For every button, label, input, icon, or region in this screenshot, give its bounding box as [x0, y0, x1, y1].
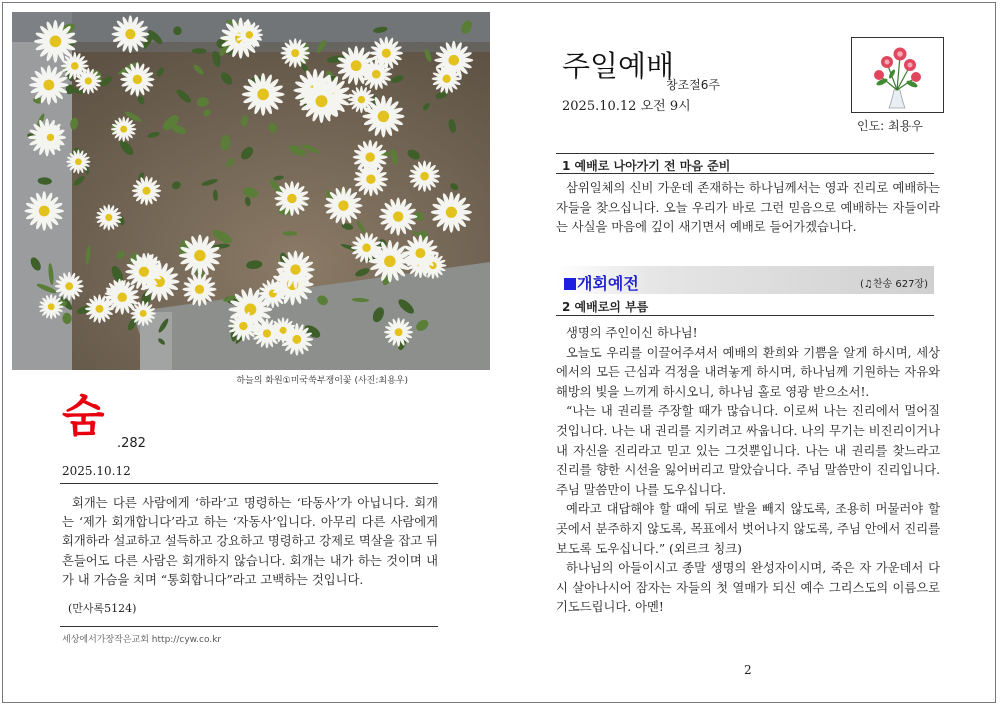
page-number: 2	[744, 663, 752, 677]
call-to-worship-text	[556, 324, 940, 618]
newsletter-date: 2025.10.12	[62, 464, 131, 478]
section-heading: 1 예배로 나아가기 전 마음 준비	[562, 159, 731, 173]
meditation-paragraph: 회개는 다른 사람에게 ‘하라’고 명령하는 ‘타동사’가 아닙니다. 회개는 ‘제가 회개합니다’라고 하는 ‘자동사’입니다. 아무리 다른 사람에게 회개하라 설교하고 설득하고 강요하고 명령하고 강제로 멱살을 잡고 뒤흔들어도 다른 사람은 회개하지 않습니다. 회개는 내가 하는 것이며 내가 내 가슴을 치며 “통회합니다”라고 고백하는 것입니다.	[62, 496, 438, 587]
call-paragraph: 예라고 대답해야 할 때에 뒤로 발을 빼지 않도록, 조용히 머물러야 할 곳에서 분주하지 않도록, 목표에서 벗어나지 않도록, 주님 안에서 진리를 보도록 도우십니다.” (외르크 칭크)	[556, 502, 940, 556]
site-footer: 세상에서가장작은교회 http://cyw.co.kr	[62, 635, 222, 645]
divider	[556, 173, 934, 174]
section-heading: 2 예배로의 부름	[562, 300, 649, 314]
issue-number: .282	[117, 436, 146, 451]
liturgical-season: 창조절6주	[666, 78, 721, 92]
call-paragraph: “나는 내 권리를 주장할 때가 많습니다. 이로써 나는 진리에서 멀어질 것입니다. 나는 내 권리를 지키려고 싸웁니다. 나의 무기는 비진리이거나 내 자신을 진리라고 믿고 있는 그것뿐입니다. 나는 내 권리를 찾느라고 진리를 향한 시선을 잃어버리고 말았습니다. 주님 말씀만이 진리입니다. 주님 말씀만이 나를 도우십니다.	[556, 404, 940, 497]
meditation-text	[62, 494, 438, 590]
band-title: 개회예전	[564, 271, 639, 294]
call-paragraph: 하나님의 아들이시고 종말 생명의 완성자이시며, 죽은 자 가운데서 다시 살아나시어 잠자는 자들의 첫 열매가 되신 예수 그리스도의 이름으로 기도드립니다. 아멘!	[556, 561, 940, 615]
meditation-source: (만사록5124)	[68, 602, 137, 615]
hymn-reference: (♫찬송 627장)	[859, 279, 928, 290]
photo-caption: 하늘의 화원①미국쑥부쟁이꽃 (사진:최용우)	[236, 376, 408, 386]
divider	[556, 315, 934, 316]
call-paragraph: 생명의 주인이신 하나님!	[566, 326, 698, 340]
newsletter-logo: 숨	[62, 391, 105, 442]
service-datetime: 2025.10.12 오전 9시	[562, 99, 691, 114]
service-title: 주일예배	[562, 49, 675, 83]
call-paragraph: 오늘도 우리를 이끌어주셔서 예배의 환희와 기쁨을 알게 하시며, 세상에서의 모든 근심과 걱정을 내려놓게 하시며, 하나님께 기원하는 자유와 해방의 빛을 느끼게 하시오니, 하나님 홀로 영광 받으소서!.	[556, 345, 940, 399]
divider	[60, 483, 438, 484]
aster-flowers-photo	[12, 12, 490, 370]
flower-vase-icon	[851, 37, 944, 113]
square-bullet-icon	[564, 278, 576, 290]
preparation-text	[556, 179, 940, 238]
divider	[60, 626, 438, 627]
worship-leader: 인도: 최용우	[857, 119, 923, 133]
divider	[556, 153, 934, 154]
preparation-paragraph: 삼위일체의 신비 가운데 존재하는 하나님께서는 영과 진리로 예배하는 자들을 찾으십니다. 오늘 우리가 바로 그런 믿음으로 예배하는 자들이라는 사실을 마음에 깊이 새기면서 예배로 들어가겠습니다.	[556, 181, 940, 235]
section-band	[556, 266, 934, 294]
